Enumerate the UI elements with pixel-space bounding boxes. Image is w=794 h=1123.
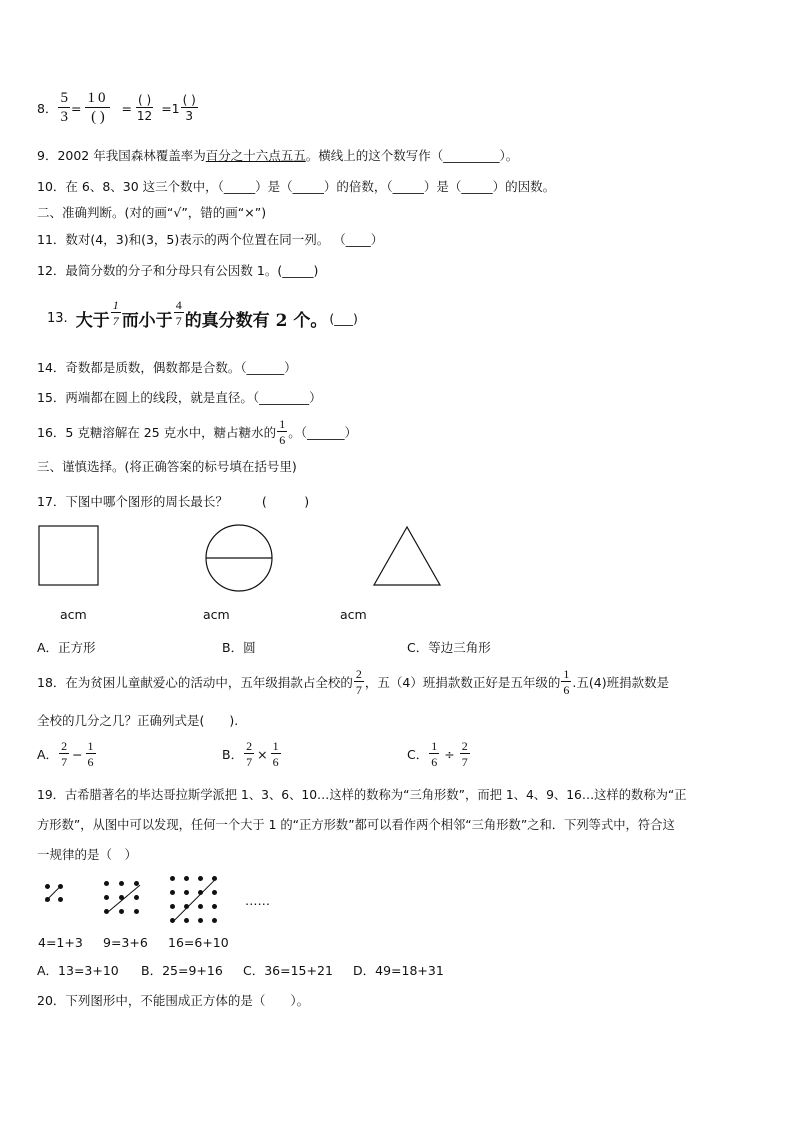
question-11: 11．数对(4，3)和(3，5)表示的两个位置在同一列。 （____） bbox=[37, 232, 384, 247]
question-13: 13. 大于 $\frac{1}{7}$ 而小于 $\frac{4}{7}$ 的真分数有 2 个。 (___) bbox=[47, 298, 358, 331]
option-b[interactable]: B． $\frac{2}{7}$ × $\frac{1}{6}$ bbox=[222, 739, 279, 769]
answer-blank: (___) bbox=[329, 310, 358, 326]
question-number: 13. bbox=[47, 310, 68, 326]
caption: 9=3+6 bbox=[103, 935, 148, 950]
ellipsis: …… bbox=[245, 893, 270, 908]
fraction: $\frac{( )}{3}$ bbox=[182, 93, 196, 123]
question-15: 15．两端都在圆上的线段，就是直径。（________） bbox=[37, 390, 322, 405]
dot-pattern-3x3 bbox=[104, 881, 144, 917]
section-heading: 三、谨慎选择。(将正确答案的标号填在括号里) bbox=[37, 459, 297, 474]
option-a[interactable]: A．13=3+10 bbox=[37, 963, 119, 978]
shapes-figure bbox=[30, 518, 460, 594]
option-a[interactable]: A．正方形 bbox=[37, 640, 96, 655]
caption: 4=1+3 bbox=[38, 935, 83, 950]
dot-pattern-4x4 bbox=[170, 876, 220, 926]
question-19-line3: 一规律的是（ ） bbox=[37, 847, 138, 862]
fraction: $\frac{1}{6}$ bbox=[563, 667, 570, 697]
fraction: $\frac{1}{7}$ bbox=[112, 298, 119, 328]
question-number: 8． bbox=[37, 101, 58, 116]
option-a[interactable]: A． $\frac{2}{7}$ − $\frac{1}{6}$ bbox=[37, 739, 94, 769]
question-20: 20．下列图形中，不能围成正方体的是（ ）。 bbox=[37, 993, 310, 1008]
option-c[interactable]: C．等边三角形 bbox=[407, 640, 491, 655]
option-b[interactable]: B．25=9+16 bbox=[141, 963, 223, 978]
equals-sign: =1 bbox=[161, 100, 180, 116]
option-c[interactable]: C． $\frac{1}{6}$ ÷ $\frac{2}{7}$ bbox=[407, 739, 468, 769]
question-19-line2: 方形数”，从图中可以发现，任何一个大于 1 的“正方形数”都可以看作两个相邻“三角形数”之和．下列等式中，符合这 bbox=[37, 818, 675, 832]
section-heading: 二、准确判断。(对的画“√”，错的画“×”) bbox=[37, 205, 267, 220]
equals-sign: = bbox=[121, 100, 132, 116]
question-19-line1: 19．古希腊著名的毕达哥拉斯学派把 1、3、6、10…这样的数称为“三角形数”，而把 1、4、9、16…这样的数称为“正 bbox=[37, 788, 687, 802]
fraction: $\frac{( )}{12}$ bbox=[136, 93, 153, 123]
equals-sign: = bbox=[70, 100, 82, 116]
option-d[interactable]: D．49=18+31 bbox=[353, 963, 444, 978]
option-c[interactable]: C．36=15+21 bbox=[243, 963, 333, 978]
fraction: $\frac{2}{7}$ bbox=[355, 667, 362, 697]
square-label: acm bbox=[60, 607, 87, 622]
circle-label: acm bbox=[203, 607, 230, 622]
underlined-text: 百分之十六点五五 bbox=[205, 148, 306, 163]
caption: 16=6+10 bbox=[168, 935, 229, 950]
fraction: $\frac{5}{3}$ bbox=[60, 90, 68, 125]
option-b[interactable]: B．圆 bbox=[222, 640, 256, 655]
question-17-stem: 17．下图中哪个图形的周长最长？ ( ) bbox=[37, 494, 310, 509]
fraction: $\frac{10}{( )}$ bbox=[87, 90, 109, 125]
question-9: 9．2002 年我国森林覆盖率为百分之十六点五五。横线上的这个数写作（_________）。 bbox=[37, 148, 519, 163]
dot-pattern-2x2 bbox=[45, 884, 69, 908]
triangle-label: acm bbox=[340, 607, 367, 622]
question-18-line2: 全校的几分之几？正确列式是( ). bbox=[37, 713, 239, 728]
triangle-shape bbox=[374, 527, 440, 585]
fraction: $\frac{4}{7}$ bbox=[175, 298, 182, 328]
question-14: 14．奇数都是质数，偶数都是合数。（______） bbox=[37, 360, 297, 375]
answer-blank: ( ) bbox=[261, 494, 310, 509]
square-shape bbox=[39, 526, 98, 585]
question-10: 10．在 6、8、30 这三个数中，（_____）是（_____）的倍数，（_____）是（_____）的因数。 bbox=[37, 179, 556, 194]
fraction: $\frac{1}{6}$ bbox=[279, 417, 286, 447]
question-16: 16．5 克糖溶解在 25 克水中，糖占糖水的 $\frac{1}{6}$ 。（______） bbox=[37, 417, 357, 447]
question-12: 12．最简分数的分子和分母只有公因数 1。(_____) bbox=[37, 263, 319, 278]
question-8 bbox=[37, 86, 199, 130]
question-18: 18．在为贫困儿童献爱心的活动中，五年级捐款占全校的 $\frac{2}{7}$ ，五（4）班捐款数正好是五年级的 $\frac{1}{6}$ .五(4)班捐款数是 bbox=[37, 667, 670, 697]
